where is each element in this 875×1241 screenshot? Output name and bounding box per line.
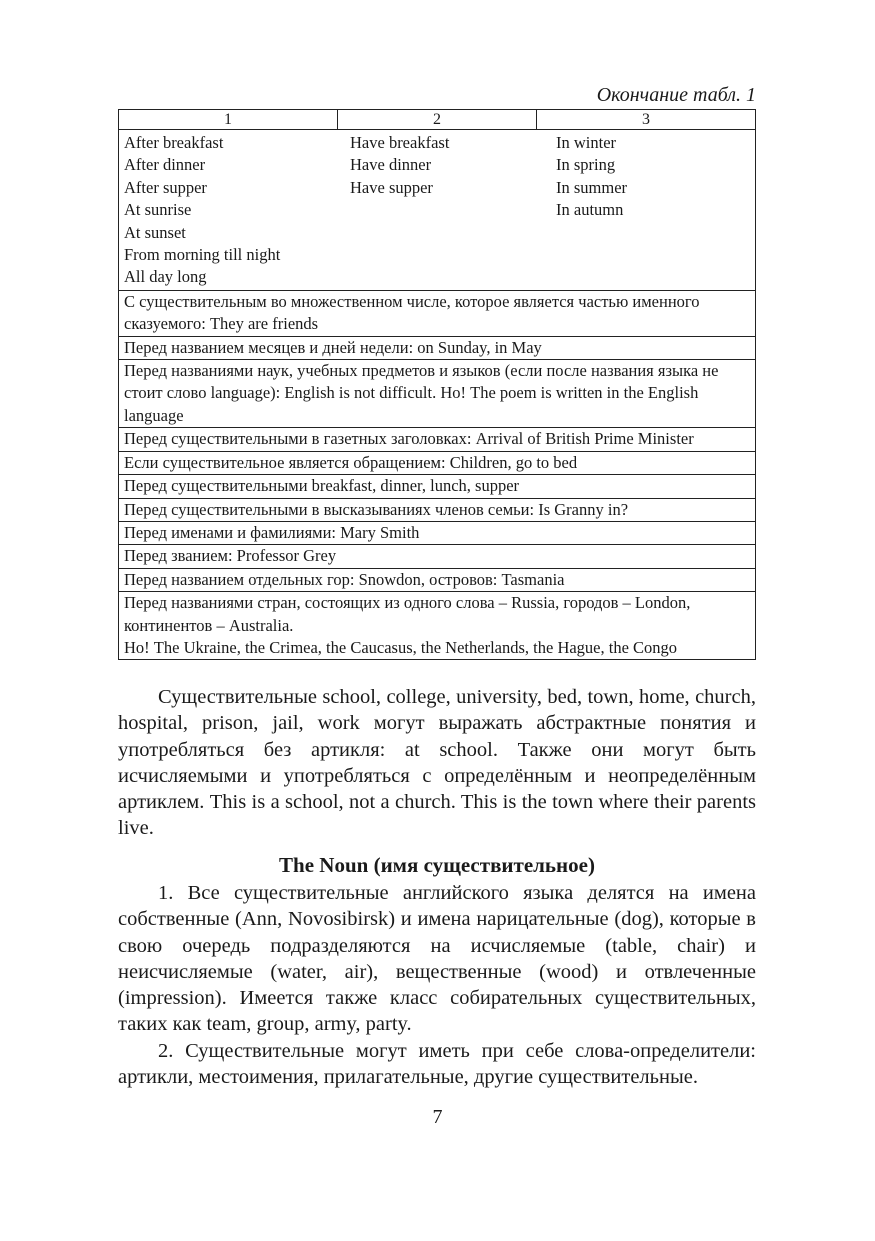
- table-row: Если существительное является обращением: Children, go to bed: [119, 451, 756, 474]
- list-column-1: [124, 132, 350, 289]
- list-column-2: [350, 132, 556, 289]
- column-header-1: 1: [119, 110, 338, 130]
- table-row: [119, 592, 756, 660]
- table-row: Перед званием: Professor Grey: [119, 545, 756, 568]
- page-number: 7: [432, 1106, 443, 1128]
- list-item: In spring: [556, 155, 616, 175]
- list-column-3: [556, 132, 750, 289]
- section-heading: The Noun (имя существительное): [279, 853, 595, 877]
- list-item: In summer: [556, 177, 628, 197]
- list-item: Have breakfast: [350, 133, 450, 152]
- table-row: Перед существительными breakfast, dinner, lunch, supper: [119, 475, 756, 498]
- list-item: All day long: [124, 267, 207, 287]
- body-paragraph-1: Существительные school, college, university, bed, town, home, church, hospital, prison, jail, work могут выражать абстрактные понятия и употребляться без артикля: at school. Также они могут быть исчисляемыми и употребляться с определённым и неопределённым артиклем. This is a school, not a church. This is the town where their parents live.: [118, 686, 756, 840]
- column-header-3: 3: [537, 110, 756, 130]
- list-item: Have dinner: [350, 155, 432, 175]
- article-usage-table: [118, 109, 756, 660]
- table-row: Перед названием месяцев и дней недели: on Sunday, in May: [119, 336, 756, 359]
- list-item: In autumn: [556, 200, 624, 220]
- table-row: С существительным во множественном числе, которое является частью именного сказуемого: They are friends: [119, 290, 756, 336]
- list-item: After supper: [124, 177, 207, 197]
- list-item: At sunset: [124, 222, 186, 242]
- table-row: Перед существительными в высказываниях членов семьи: Is Granny in?: [119, 498, 756, 521]
- body-paragraph-3: 2. Существительные могут иметь при себе слова-определители: артикли, местоимения, прилагательные, другие существительные.: [118, 1039, 756, 1089]
- table-row: Перед существительными в газетных заголовках: Arrival of British Prime Minister: [119, 428, 756, 451]
- list-item: At sunrise: [124, 200, 192, 220]
- list-item: From morning till night: [124, 245, 281, 265]
- list-item: After dinner: [124, 155, 206, 175]
- list-item: After breakfast: [124, 133, 224, 152]
- table-caption: Окончание табл. 1: [596, 84, 756, 106]
- table-row-lists: [119, 130, 756, 291]
- table-row: Перед названиями наук, учебных предметов и языков (если после названия языка не стоит слово language): English is not difficult. Но! The poem is written in the English language: [119, 360, 756, 428]
- list-item: In winter: [556, 133, 617, 152]
- list-item: Have supper: [350, 177, 433, 197]
- table-row: Перед именами и фамилиями: Mary Smith: [119, 521, 756, 544]
- row-exception-text: Но! The Ukraine, the Crimea, the Caucasus, the Netherlands, the Hague, the Congo: [124, 637, 678, 657]
- row-text: Перед названиями стран, состоящих из одного слова – Russia, городов – London, континентов – Australia.: [124, 593, 691, 635]
- table-row: Перед названием отдельных гор: Snowdon, островов: Tasmania: [119, 568, 756, 591]
- table-header-row: [119, 110, 756, 130]
- body-paragraph-2: 1. Все существительные английского языка делятся на имена собственные (Ann, Novosibirsk) и имена нарицательные (dog), которые в свою очередь подразделяются на исчисляемые (table, chair) и неисчисляемые (water, air), вещественные (wood) и отвлеченные (impression). Имеется также класс собирательных существительных, таких как team, group, army, party. 2. Существительные могут иметь при себе слова-определители: артикли, местоимения, прилагательные, другие существительные.: [118, 880, 756, 1090]
- column-header-2: 2: [338, 110, 537, 130]
